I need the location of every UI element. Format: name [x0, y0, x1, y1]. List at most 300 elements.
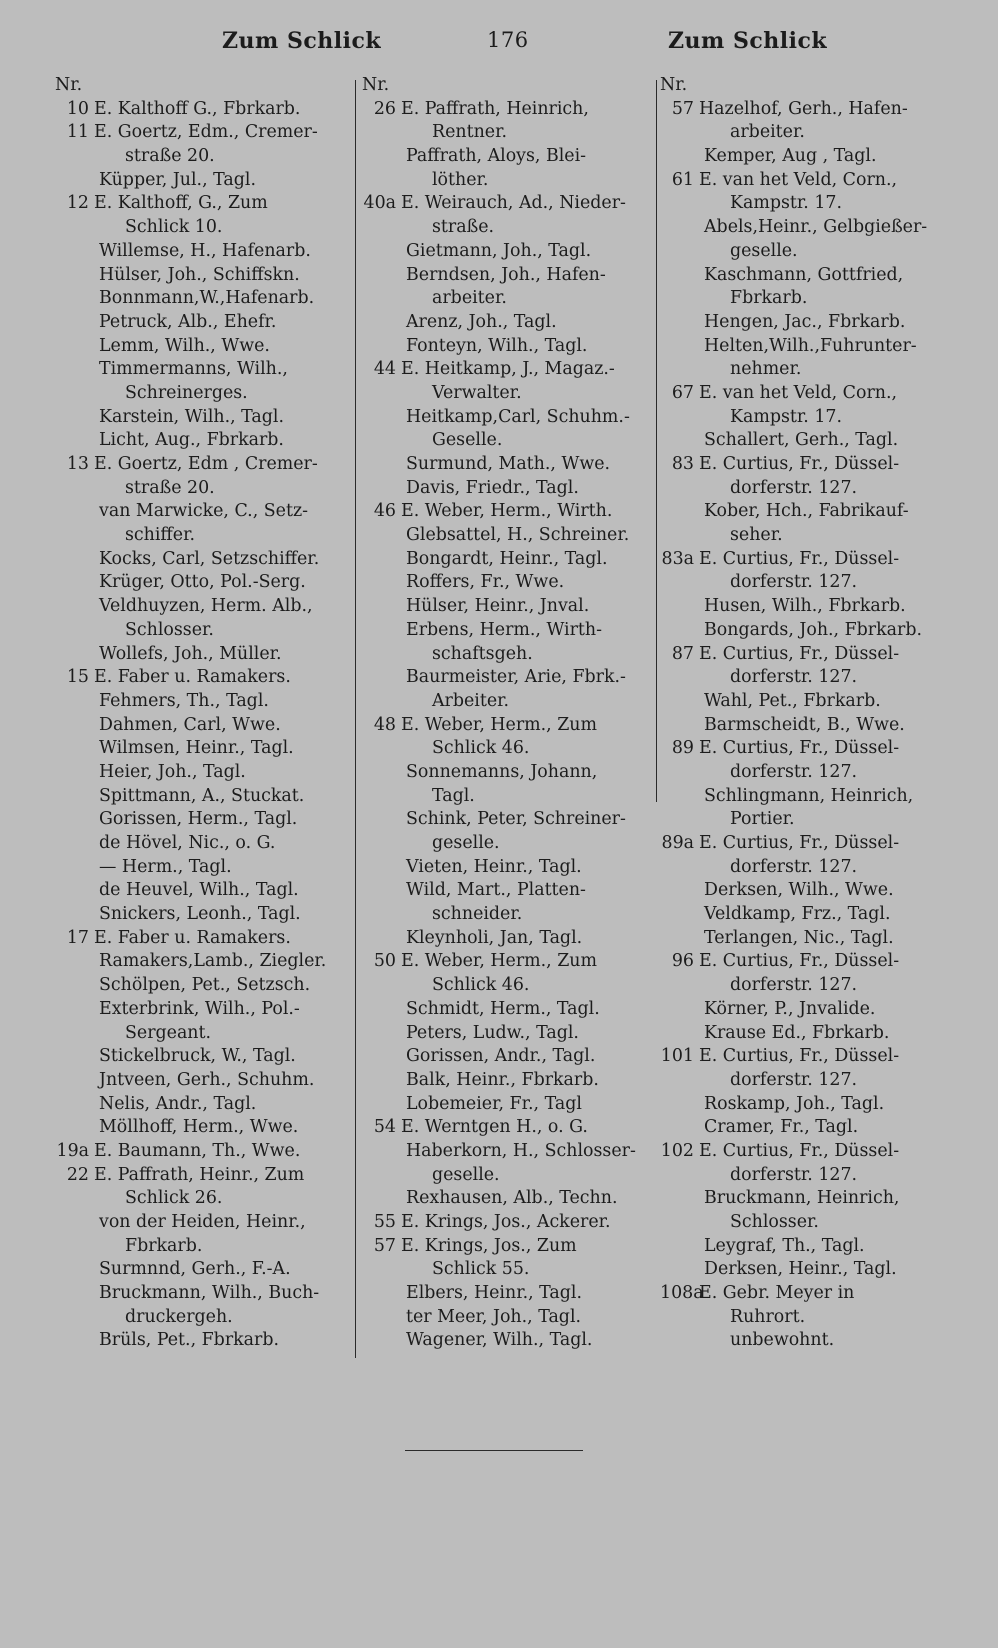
- resident-entry: de Heuvel, Wilh., Tagl.: [99, 880, 299, 901]
- column-heading: Nr.: [660, 75, 688, 95]
- directory-line: [55, 1069, 353, 1093]
- directory-line: [362, 169, 652, 193]
- resident-entry: Krause Ed., Fbrkarb.: [704, 1022, 890, 1043]
- resident-entry: — Herm., Tagl.: [99, 856, 232, 877]
- directory-line: [362, 1258, 652, 1282]
- resident-entry: Hülser, Joh., Schiffskn.: [99, 264, 300, 285]
- resident-entry: Bongardt, Heinr., Tagl.: [406, 548, 608, 569]
- resident-entry: Jntveen, Gerh., Schuhm.: [99, 1069, 315, 1090]
- house-number: 87: [671, 643, 694, 664]
- directory-line: [362, 524, 652, 548]
- directory-line: [660, 690, 960, 714]
- resident-entry: dorferstr. 127.: [730, 975, 858, 996]
- resident-entry: Kober, Hch., Fabrikauf-: [704, 501, 909, 522]
- directory-line: [55, 1045, 353, 1069]
- owner-entry: E. Baumann, Th., Wwe.: [94, 1140, 301, 1161]
- directory-line: [55, 382, 353, 406]
- resident-entry: Gorissen, Andr., Tagl.: [406, 1046, 596, 1067]
- resident-entry: Wagener, Wilh., Tagl.: [406, 1330, 593, 1351]
- owner-entry: E. Weber, Herm., Zum: [401, 714, 597, 735]
- directory-line: [660, 477, 960, 501]
- resident-entry: dorferstr. 127.: [730, 761, 858, 782]
- resident-entry: Ramakers,Lamb., Ziegler.: [99, 951, 327, 972]
- directory-line: [660, 548, 960, 572]
- directory-line: [362, 500, 652, 524]
- directory-line: [660, 761, 960, 785]
- directory-line: [660, 145, 960, 169]
- directory-line: [362, 856, 652, 880]
- owner-entry: E. Curtius, Fr., Düssel-: [699, 1046, 900, 1067]
- owner-entry: E. Curtius, Fr., Düssel-: [699, 643, 900, 664]
- house-number: 11: [66, 122, 89, 143]
- house-number: 89: [671, 738, 694, 759]
- house-number: 44: [373, 359, 396, 380]
- directory-line: [660, 666, 960, 690]
- resident-entry: Elbers, Heinr., Tagl.: [406, 1283, 583, 1304]
- running-header-right: Zum Schlick: [668, 28, 828, 54]
- resident-entry: Geselle.: [432, 430, 503, 451]
- directory-line: [362, 1045, 652, 1069]
- resident-entry: dorferstr. 127.: [730, 1164, 858, 1185]
- directory-line: [362, 264, 652, 288]
- directory-line: [660, 98, 960, 122]
- directory-line: [362, 192, 652, 216]
- resident-entry: Bonnmann,W.,Hafenarb.: [99, 288, 315, 309]
- directory-line: [55, 1258, 353, 1282]
- directory-line: [55, 406, 353, 430]
- owner-entry: E. Curtius, Fr., Düssel-: [699, 1140, 900, 1161]
- resident-entry: Gorissen, Herm., Tagl.: [99, 809, 298, 830]
- directory-line: [660, 1187, 960, 1211]
- resident-entry: Willemse, H., Hafenarb.: [99, 240, 311, 261]
- directory-line: [660, 1045, 960, 1069]
- resident-entry: Hazelhof, Gerh., Hafen-: [699, 98, 908, 119]
- column-3: [660, 74, 960, 1353]
- house-number: 57: [671, 98, 694, 119]
- house-number: 54: [373, 1117, 396, 1138]
- directory-line: [660, 382, 960, 406]
- resident-entry: Berndsen, Joh., Hafen-: [406, 264, 606, 285]
- resident-entry: Stickelbruck, W., Tagl.: [99, 1046, 296, 1067]
- directory-line: [55, 1235, 353, 1259]
- resident-entry: Paffrath, Aloys, Blei-: [406, 146, 587, 167]
- directory-line: [660, 524, 960, 548]
- directory-line: [362, 666, 652, 690]
- resident-entry: Hengen, Jac., Fbrkarb.: [704, 311, 906, 332]
- owner-entry: E. Goertz, Edm , Cremer-: [94, 454, 318, 474]
- directory-line: [362, 1211, 652, 1235]
- owner-entry: E. van het Veld, Corn.,: [699, 382, 898, 403]
- resident-entry: Möllhoff, Herm., Wwe.: [99, 1117, 299, 1138]
- directory-line: [55, 785, 353, 809]
- resident-entry: Schallert, Gerh., Tagl.: [704, 430, 899, 451]
- resident-entry: Körner, P., Jnvalide.: [704, 998, 876, 1019]
- directory-line: [362, 619, 652, 643]
- resident-entry: Lemm, Wilh., Wwe.: [99, 335, 270, 356]
- resident-entry: geselle.: [730, 240, 798, 261]
- house-number: 101: [660, 1046, 694, 1067]
- resident-entry: Schink, Peter, Schreiner-: [406, 809, 626, 830]
- resident-entry: Arenz, Joh., Tagl.: [406, 311, 557, 332]
- resident-entry: Schmidt, Herm., Tagl.: [406, 998, 600, 1019]
- directory-line: [660, 311, 960, 335]
- directory-line: [55, 1329, 353, 1353]
- owner-entry: E. Faber u. Ramakers.: [94, 667, 291, 688]
- resident-entry: Derksen, Heinr., Tagl.: [704, 1259, 897, 1280]
- directory-line: [55, 335, 353, 359]
- directory-line: [660, 192, 960, 216]
- column-1: [55, 74, 353, 1353]
- directory-line: [362, 690, 652, 714]
- directory-line: [55, 311, 353, 335]
- resident-entry: straße 20.: [125, 146, 215, 167]
- directory-line: [660, 879, 960, 903]
- directory-line: [55, 429, 353, 453]
- directory-line: [660, 1211, 960, 1235]
- resident-entry: Kleynholi, Jan, Tagl.: [406, 927, 583, 948]
- directory-line: [55, 714, 353, 738]
- resident-entry: Peters, Ludw., Tagl.: [406, 1022, 579, 1043]
- page-number: 176: [487, 28, 529, 52]
- directory-line: [55, 500, 353, 524]
- resident-entry: Fbrkarb.: [730, 288, 808, 309]
- resident-entry: Verwalter.: [432, 382, 522, 403]
- resident-entry: Erbens, Herm., Wirth-: [406, 619, 602, 640]
- resident-entry: Helten,Wilh.,Fuhrunter-: [704, 335, 917, 356]
- resident-entry: Schlick 46.: [432, 975, 530, 996]
- resident-entry: Schlosser.: [125, 619, 214, 640]
- directory-line: [660, 737, 960, 761]
- directory-line: [660, 335, 960, 359]
- resident-entry: nehmer.: [730, 359, 802, 380]
- directory-line: [362, 1093, 652, 1117]
- directory-line: [362, 74, 652, 98]
- resident-entry: arbeiter.: [730, 122, 805, 143]
- directory-line: [362, 216, 652, 240]
- directory-line: [362, 571, 652, 595]
- directory-line: [660, 1282, 960, 1306]
- resident-entry: Glebsattel, H., Schreiner.: [406, 525, 630, 546]
- directory-line: [55, 666, 353, 690]
- resident-entry: Exterbrink, Wilh., Pol.-: [99, 998, 300, 1019]
- resident-entry: Rexhausen, Alb., Techn.: [406, 1188, 618, 1209]
- directory-line: [660, 121, 960, 145]
- directory-line: [660, 358, 960, 382]
- resident-entry: Kampstr. 17.: [730, 406, 843, 427]
- directory-line: [362, 1164, 652, 1188]
- resident-entry: Schlick 55.: [432, 1259, 530, 1280]
- directory-line: [55, 619, 353, 643]
- directory-line: [362, 1022, 652, 1046]
- resident-entry: seher.: [730, 525, 783, 546]
- directory-line: [362, 1140, 652, 1164]
- directory-line: [55, 216, 353, 240]
- resident-entry: Timmermanns, Wilh.,: [99, 359, 288, 380]
- directory-line: [362, 548, 652, 572]
- directory-line: [660, 950, 960, 974]
- owner-entry: E. van het Veld, Corn.,: [699, 169, 898, 190]
- resident-entry: dorferstr. 127.: [730, 1069, 858, 1090]
- resident-entry: ter Meer, Joh., Tagl.: [406, 1306, 582, 1327]
- owner-entry: E. Goertz, Edm., Cremer-: [94, 122, 318, 143]
- directory-line: [362, 1235, 652, 1259]
- resident-entry: Surmnnd, Gerh., F.-A.: [99, 1259, 291, 1280]
- directory-line: [660, 1258, 960, 1282]
- directory-line: [660, 453, 960, 477]
- directory-line: [362, 595, 652, 619]
- directory-line: [660, 240, 960, 264]
- house-number: 89a: [661, 833, 694, 853]
- directory-line: [660, 1140, 960, 1164]
- directory-line: [55, 690, 353, 714]
- directory-line: [55, 1282, 353, 1306]
- directory-line: [55, 761, 353, 785]
- directory-line: [362, 1116, 652, 1140]
- directory-line: [362, 406, 652, 430]
- house-number: 15: [66, 667, 89, 688]
- resident-entry: Spittmann, A., Stuckat.: [99, 785, 305, 806]
- directory-line: [55, 974, 353, 998]
- house-number: 26: [373, 98, 396, 119]
- resident-entry: Wilmsen, Heinr., Tagl.: [99, 738, 294, 759]
- resident-entry: Barmscheidt, B., Wwe.: [704, 714, 905, 735]
- resident-entry: Fbrkarb.: [125, 1235, 203, 1256]
- directory-line: [660, 1093, 960, 1117]
- directory-line: [660, 571, 960, 595]
- owner-entry: E. Weirauch, Ad., Nieder-: [401, 193, 626, 214]
- resident-entry: Roffers, Fr., Wwe.: [406, 572, 565, 593]
- directory-line: [55, 927, 353, 951]
- owner-entry: E. Krings, Jos., Ackerer.: [401, 1212, 611, 1232]
- house-number: 67: [671, 382, 694, 403]
- resident-entry: Sergeant.: [125, 1022, 212, 1043]
- owner-entry: E. Heitkamp, J., Magaz.-: [401, 359, 615, 380]
- directory-line: [55, 998, 353, 1022]
- directory-line: [362, 121, 652, 145]
- directory-line: [55, 1164, 353, 1188]
- directory-line: [55, 145, 353, 169]
- resident-entry: Wollefs, Joh., Müller.: [99, 643, 282, 664]
- house-number: 108a: [660, 1283, 704, 1304]
- directory-line: [55, 856, 353, 880]
- resident-entry: schiffer.: [125, 525, 196, 546]
- directory-line: [55, 192, 353, 216]
- resident-entry: Kocks, Carl, Setzschiffer.: [99, 548, 320, 569]
- resident-entry: Arbeiter.: [432, 690, 510, 711]
- directory-line: [660, 216, 960, 240]
- owner-entry: E. Weber, Herm., Zum: [401, 951, 597, 972]
- directory-line: [55, 595, 353, 619]
- resident-entry: von der Heiden, Heinr.,: [99, 1212, 306, 1232]
- directory-line: [660, 643, 960, 667]
- resident-entry: Hülser, Heinr., Jnval.: [406, 596, 590, 617]
- house-number: 55: [373, 1212, 396, 1232]
- directory-line: [660, 1116, 960, 1140]
- directory-line: [660, 785, 960, 809]
- directory-line: [55, 1187, 353, 1211]
- resident-entry: Heitkamp,Carl, Schuhm.-: [406, 406, 630, 427]
- directory-line: [362, 737, 652, 761]
- resident-entry: Wahl, Pet., Fbrkarb.: [704, 690, 881, 711]
- owner-entry: E. Paffrath, Heinr., Zum: [94, 1164, 305, 1185]
- resident-entry: straße 20.: [125, 477, 215, 498]
- directory-line: [55, 1116, 353, 1140]
- resident-entry: Haberkorn, H., Schlosser-: [406, 1140, 636, 1161]
- resident-entry: Rentner.: [432, 122, 507, 143]
- directory-line: [362, 358, 652, 382]
- directory-line: [660, 974, 960, 998]
- resident-entry: Surmund, Math., Wwe.: [406, 454, 611, 474]
- directory-line: [55, 1211, 353, 1235]
- directory-line: [660, 264, 960, 288]
- owner-entry: E. Krings, Jos., Zum: [401, 1235, 577, 1256]
- directory-line: [362, 643, 652, 667]
- directory-line: [660, 1235, 960, 1259]
- resident-entry: dorferstr. 127.: [730, 477, 858, 498]
- directory-line: [55, 358, 353, 382]
- directory-line: [55, 169, 353, 193]
- directory-line: [55, 548, 353, 572]
- house-number: 83a: [661, 548, 694, 569]
- house-number: 96: [671, 951, 694, 972]
- owner-entry: E. Curtius, Fr., Düssel-: [699, 454, 900, 474]
- directory-line: [55, 1306, 353, 1330]
- directory-line: [660, 500, 960, 524]
- directory-line: [362, 240, 652, 264]
- directory-line: [660, 927, 960, 951]
- resident-entry: löther.: [432, 169, 489, 190]
- directory-line: [55, 477, 353, 501]
- directory-line: [362, 335, 652, 359]
- directory-line: [660, 832, 960, 856]
- directory-line: [362, 1187, 652, 1211]
- directory-line: [362, 974, 652, 998]
- resident-entry: Leygraf, Th., Tagl.: [704, 1235, 865, 1256]
- directory-line: [660, 1164, 960, 1188]
- directory-line: [362, 808, 652, 832]
- directory-line: [55, 950, 353, 974]
- resident-entry: Davis, Friedr., Tagl.: [406, 477, 579, 498]
- directory-line: [362, 785, 652, 809]
- resident-entry: Veldkamp, Frz., Tagl.: [704, 904, 891, 925]
- resident-entry: Küpper, Jul., Tagl.: [99, 169, 256, 190]
- directory-line: [362, 98, 652, 122]
- directory-line: [55, 808, 353, 832]
- resident-entry: Wild, Mart., Platten-: [406, 880, 586, 901]
- directory-line: [55, 571, 353, 595]
- resident-entry: Bruckmann, Wilh., Buch-: [99, 1283, 320, 1304]
- house-number: 17: [66, 927, 89, 948]
- house-number: 12: [66, 193, 89, 214]
- house-number: 57: [373, 1235, 396, 1256]
- house-number: 102: [660, 1140, 694, 1161]
- resident-entry: Terlangen, Nic., Tagl.: [704, 927, 894, 948]
- house-number: 50: [373, 951, 396, 972]
- resident-entry: Abels,Heinr., Gelbgießer-: [704, 217, 928, 238]
- owner-entry: E. Faber u. Ramakers.: [94, 927, 291, 948]
- owner-entry: E. Curtius, Fr., Düssel-: [699, 951, 900, 972]
- directory-line: [55, 832, 353, 856]
- house-number: 10: [66, 98, 89, 119]
- resident-entry: dorferstr. 127.: [730, 856, 858, 877]
- directory-line: [55, 453, 353, 477]
- directory-line: [55, 74, 353, 98]
- resident-entry: Vieten, Heinr., Tagl.: [406, 856, 582, 877]
- house-number: 83: [671, 454, 694, 474]
- column-2: [362, 74, 652, 1353]
- house-number: 61: [671, 169, 694, 190]
- directory-line: [660, 856, 960, 880]
- resident-entry: Karstein, Wilh., Tagl.: [99, 406, 285, 427]
- owner-entry: E. Gebr. Meyer in: [699, 1283, 855, 1304]
- directory-line: [362, 1069, 652, 1093]
- directory-line: [362, 287, 652, 311]
- directory-line: [362, 1329, 652, 1353]
- directory-line: [660, 429, 960, 453]
- resident-entry: geselle.: [432, 1164, 500, 1185]
- owner-entry: E. Curtius, Fr., Düssel-: [699, 548, 900, 569]
- directory-line: [362, 1306, 652, 1330]
- directory-line: [660, 74, 960, 98]
- resident-entry: Schreinerges.: [125, 382, 248, 403]
- running-header-left: Zum Schlick: [222, 28, 382, 54]
- directory-line: [362, 1282, 652, 1306]
- resident-entry: arbeiter.: [432, 288, 507, 309]
- resident-entry: Gietmann, Joh., Tagl.: [406, 240, 592, 261]
- directory-line: [55, 264, 353, 288]
- directory-line: [362, 761, 652, 785]
- resident-entry: Roskamp, Joh., Tagl.: [704, 1093, 885, 1114]
- directory-line: [362, 477, 652, 501]
- directory-line: [660, 808, 960, 832]
- resident-entry: unbewohnt.: [730, 1330, 835, 1351]
- directory-line: [55, 287, 353, 311]
- directory-line: [55, 903, 353, 927]
- directory-line: [660, 619, 960, 643]
- resident-entry: Cramer, Fr., Tagl.: [704, 1117, 859, 1138]
- resident-entry: Licht, Aug., Fbrkarb.: [99, 430, 284, 451]
- house-number: 40a: [363, 193, 396, 214]
- resident-entry: Balk, Heinr., Fbrkarb.: [406, 1069, 599, 1090]
- resident-entry: de Hövel, Nic., o. G.: [99, 833, 276, 853]
- directory-line: [55, 1093, 353, 1117]
- end-rule: [405, 1450, 583, 1451]
- resident-entry: Schlosser.: [730, 1212, 819, 1232]
- house-number: 48: [373, 714, 396, 735]
- resident-entry: schneider.: [432, 904, 523, 925]
- directory-line: [55, 121, 353, 145]
- resident-entry: druckergeh.: [125, 1306, 233, 1327]
- resident-entry: Krüger, Otto, Pol.-Serg.: [99, 572, 306, 593]
- owner-entry: E. Curtius, Fr., Düssel-: [699, 738, 900, 759]
- directory-line: [362, 879, 652, 903]
- directory-line: [660, 406, 960, 430]
- resident-entry: Snickers, Leonh., Tagl.: [99, 904, 301, 925]
- directory-line: [55, 1022, 353, 1046]
- resident-entry: Tagl.: [432, 785, 475, 806]
- owner-entry: E. Paffrath, Heinrich,: [401, 98, 589, 119]
- owner-entry: E. Curtius, Fr., Düssel-: [699, 833, 900, 853]
- directory-line: [362, 927, 652, 951]
- resident-entry: Bruckmann, Heinrich,: [704, 1188, 900, 1209]
- resident-entry: Heier, Joh., Tagl.: [99, 761, 246, 782]
- directory-line: [362, 950, 652, 974]
- directory-line: [660, 169, 960, 193]
- resident-entry: dorferstr. 127.: [730, 667, 858, 688]
- resident-entry: Veldhuyzen, Herm. Alb.,: [99, 596, 313, 617]
- resident-entry: schaftsgeh.: [432, 643, 533, 664]
- resident-entry: Kemper, Aug , Tagl.: [704, 146, 877, 167]
